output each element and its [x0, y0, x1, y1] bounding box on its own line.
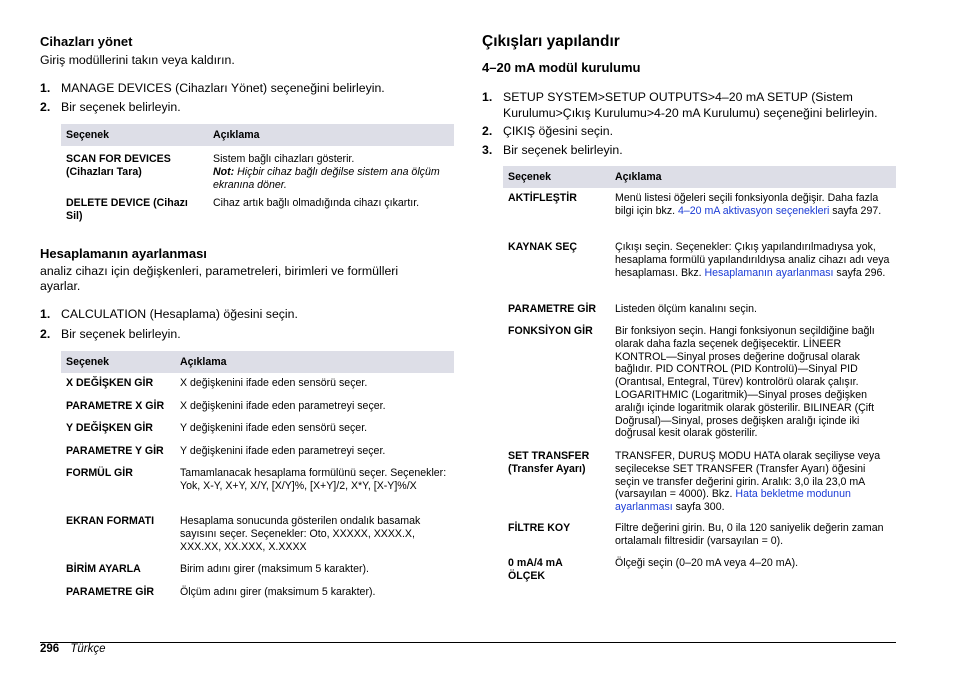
manage-devices-heading: Cihazları yönet: [40, 34, 133, 49]
step-text: MANAGE DEVICES (Cihazları Yönet) seçeneğini belirleyin.: [61, 81, 385, 95]
table-row: [61, 441, 454, 464]
option-cell: SCAN FOR DEVICES (Cihazları Tara): [66, 153, 171, 178]
step-number: 2.: [40, 327, 51, 341]
step-number: 1.: [40, 307, 51, 321]
table-row: [503, 553, 896, 583]
description-cell: X değişkenini ifade eden parametreyi seçer.: [180, 399, 386, 412]
table-row: [61, 396, 454, 419]
calculation-intro: analiz cihazı için değişkenleri, parametreleri, birimleri ve formülleri ayarlar.: [40, 264, 399, 293]
step-number: 2.: [40, 100, 51, 114]
option-cell: EKRAN FORMATI: [66, 515, 155, 527]
description-cell: Listeden ölçüm kanalını seçin.: [615, 303, 757, 315]
manage-devices-intro: Giriş modüllerini takın veya kaldırın.: [40, 53, 235, 67]
option-cell: X DEĞİŞKEN GİR: [66, 377, 154, 389]
table-row: [61, 418, 454, 441]
table-row: [503, 237, 896, 299]
column-header-description: Açıklama: [208, 124, 454, 146]
step-text: CALCULATION (Hesaplama) öğesini seçin.: [61, 307, 298, 321]
footer-rule: [40, 642, 896, 643]
outputs-title: Çıkışları yapılandır: [482, 33, 620, 50]
description-cell: Filtre değerini girin. Bu, 0 ila 120 saniyelik değerin zaman ortalamalı filtresidir (varsayılan = 0).: [615, 522, 884, 547]
column-header-option: Seçenek: [61, 124, 208, 146]
calculation-heading: Hesaplamanın ayarlanması: [40, 246, 207, 261]
calculation-table: [61, 351, 454, 604]
option-cell: PARAMETRE Y GİR: [66, 444, 164, 457]
note-label: Not:: [213, 165, 235, 178]
cross-reference-link[interactable]: Hesaplamanın ayarlanması: [704, 266, 834, 279]
option-cell: KAYNAK SEÇ: [508, 241, 578, 253]
description-cell: [610, 237, 896, 299]
page-reference-text: sayfa 297.: [829, 204, 882, 217]
table-row: [503, 321, 896, 446]
table-row: [61, 146, 454, 197]
option-cell: FİLTRE KOY: [508, 522, 571, 534]
table-row: [61, 197, 454, 227]
step-number: 2.: [482, 124, 493, 138]
step-text: Bir seçenek belirleyin.: [61, 100, 181, 114]
option-cell: SET TRANSFER (Transfer Ayarı): [508, 450, 590, 475]
manage-devices-table: [61, 124, 454, 227]
table-row: [503, 446, 896, 518]
description-cell: Ölçeği seçin (0–20 mA veya 4–20 mA).: [615, 557, 799, 569]
table-header-row: [61, 351, 454, 373]
column-header-description: Açıklama: [610, 166, 896, 188]
note: [213, 166, 440, 191]
step-text: SETUP SYSTEM>SETUP OUTPUTS>4–20 mA SETUP (Sistem Kurulumu>Çıkış Kurulumu>4-20 mA Kurulumu) seçeneğini belirleyin.: [503, 90, 878, 120]
option-cell: DELETE DEVICE (Cihazı Sil): [66, 197, 188, 222]
table-row: [61, 463, 454, 511]
option-cell: Y DEĞİŞKEN GİR: [66, 422, 153, 434]
option-cell: AKTİFLEŞTİR: [508, 192, 577, 204]
description-cell: Hesaplama sonucunda gösterilen ondalık basamak sayısını seçer. Seçenekler: Oto, XXXXX, XXXX.X, XXX.XX, XX.XXX, X.XXXX: [180, 515, 421, 553]
description-cell: Tamamlanacak hesaplama formülünü seçer. Seçenekler: Yok, X-Y, X+Y, X/Y, [X/Y]%, [X+Y]/2, X*Y, [X-Y]%/X: [180, 467, 447, 492]
page-reference-text: sayfa 300.: [672, 501, 725, 514]
description-text: TRANSFER, DURUŞ MODU HATA olarak seçiliyse veya seçilecekse SET TRANSFER (Transfer Ayarı) öğesini seçin ve transfer değerini girin. Aralık: 3,0 ila 23,0 mA (varsayılan = 4000). Bkz.: [615, 450, 881, 501]
option-cell: FORMÜL GİR: [66, 467, 133, 479]
table-row: [61, 559, 454, 582]
table-row: [503, 299, 896, 321]
description-cell: Y değişkenini ifade eden sensörü seçer.: [180, 422, 368, 434]
description-cell: Ölçüm adını girer (maksimum 5 karakter).: [180, 585, 376, 598]
step-number: 1.: [40, 81, 51, 95]
step-text: Bir seçenek belirleyin.: [503, 143, 623, 157]
table-row: [61, 511, 454, 559]
step-text: ÇIKIŞ öğesini seçin.: [503, 124, 614, 138]
column-header-option: Seçenek: [61, 351, 175, 373]
table-header-row: [503, 166, 896, 188]
footer-language: Türkçe: [70, 643, 106, 655]
step-number: 3.: [482, 143, 493, 157]
description-text: Menü listesi öğeleri seçili fonksiyonla değişir. Daha fazla bilgi için bkz.: [615, 192, 879, 217]
note-text: Hiçbir cihaz bağlı değilse sistem ana ölçüm ekranına döner.: [213, 165, 440, 191]
column-header-option: Seçenek: [503, 166, 610, 188]
column-header-description: Açıklama: [175, 351, 454, 373]
description-cell: X değişkenini ifade eden sensörü seçer.: [180, 377, 368, 389]
step-text: Bir seçenek belirleyin.: [61, 327, 181, 341]
module-setup-heading: 4–20 mA modül kurulumu: [482, 60, 641, 75]
description-cell: Birim adını girer (maksimum 5 karakter).: [180, 563, 369, 575]
description-text: Sistem bağlı cihazları gösterir.: [213, 153, 355, 165]
step-number: 1.: [482, 90, 493, 104]
option-cell: PARAMETRE X GİR: [66, 399, 165, 412]
description-cell: [610, 446, 896, 518]
option-cell: 0 mA/4 mA ÖLÇEK: [508, 557, 563, 582]
table-row: [61, 582, 454, 605]
option-cell: PARAMETRE GİR: [508, 303, 597, 315]
page-number: 296: [40, 643, 60, 655]
page-footer: [40, 643, 106, 655]
description-cell: Bir fonksiyon seçin. Hangi fonksiyonun seçildiğine bağlı olarak daha fazla seçenek değişecektir. LİNEER KONTROL—Sinyal proses değerine doğrusal olarak bağlıdır. PID CONTROL (PID Kontrolü)—Sinyal PID (Orantısal, Entegral, Türev) kontrolörü olarak çalışır. LOGARITHMIC (Logaritmik)—Sinyal proses değişken aralığı içinde logaritmik olarak gösterilir. BILINEAR (Çift Doğrusal)—Sinyal, proses değişken aralığı içinde iki doğrusal kesit olarak gösterilir.: [615, 325, 875, 440]
description-cell: [208, 146, 454, 197]
table-row: [503, 188, 896, 237]
table-row: [503, 518, 896, 553]
output-options-table: [503, 166, 896, 583]
description-cell: Y değişkenini ifade eden parametreyi seçer.: [180, 444, 386, 457]
option-cell: FONKSİYON GİR: [508, 325, 593, 337]
description-cell: Cihaz artık bağlı olmadığında cihazı çıkartır.: [213, 197, 420, 209]
cross-reference-link[interactable]: Hata bekletme modunun ayarlanması: [615, 488, 851, 514]
option-cell: PARAMETRE GİR: [66, 585, 155, 598]
table-header-row: [61, 124, 454, 146]
description-cell: [610, 188, 896, 237]
option-cell: BİRİM AYARLA: [66, 563, 141, 575]
cross-reference-link[interactable]: 4–20 mA aktivasyon seçenekleri: [678, 204, 830, 217]
table-row: [61, 373, 454, 396]
description-text: Çıkışı seçin. Seçenekler: Çıkış yapılandırılmadıysa yok, hesaplama formülü yapılandırıldıysa analiz cihazı adı veya hesaplaması. Bkz.: [615, 241, 890, 279]
page-reference-text: sayfa 296.: [833, 266, 886, 279]
